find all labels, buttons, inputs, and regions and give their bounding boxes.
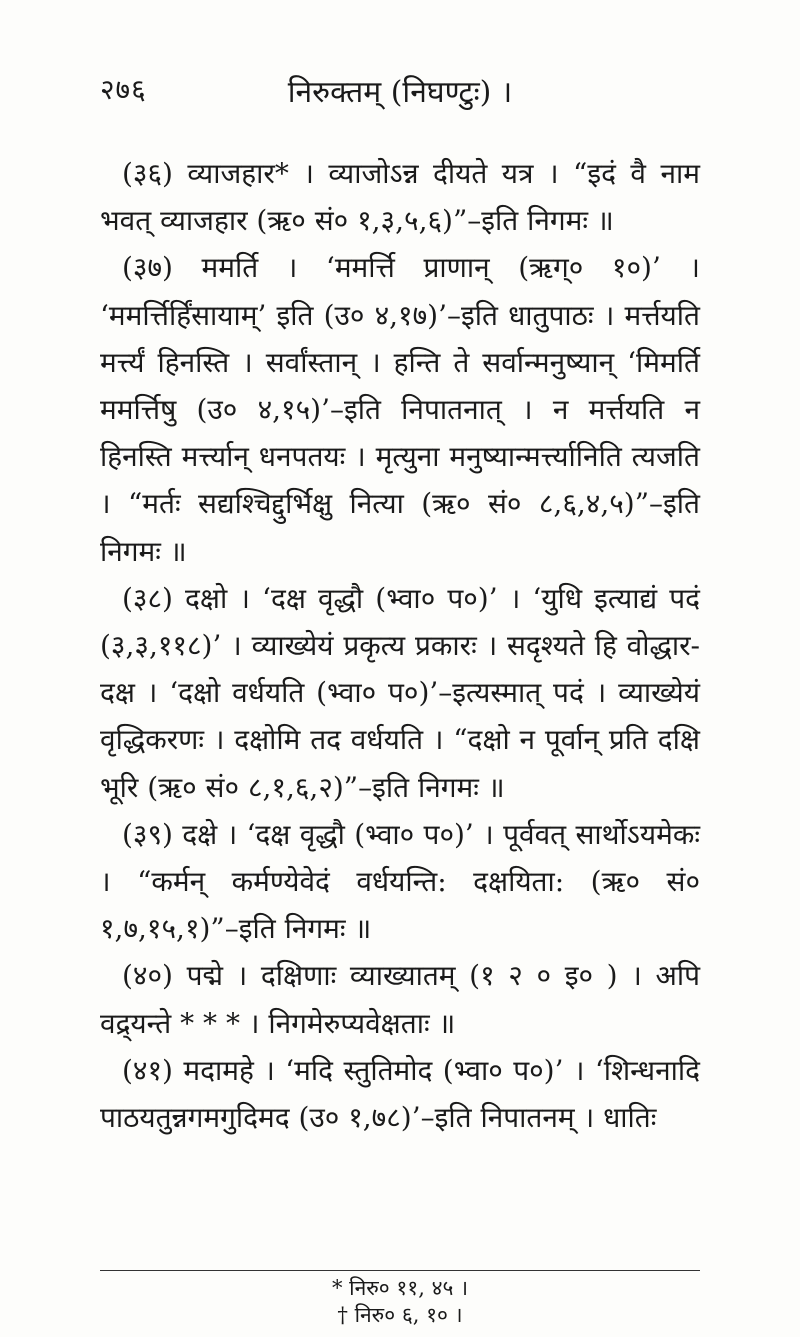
page-header [100, 70, 700, 110]
paragraph: (३७) ममर्ति । ‘ममर्त्ति प्राणान् (ऋग्० १०)’ । ‘ममर्त्तिर्हिंसायाम्’ इति (उ० ४,१७)’–इति धातुपाठः । मर्त्तयति मर्त्त्यं हिनस्ति । सर्वांस्तान् । हन्ति ते सर्वान्मनुष्यान् ‘मिमर्ति ममर्त्तिषु (उ० ४,१५)’–इति निपातनात् । न मर्त्तयति न हिनस्ति मर्त्त्यान् धनपतयः । मृत्युना मनुष्यान्मर्त्त्यानिति त्यजति । “मर्तः सद्यश्चिद्दुर्भिक्षु नित्या (ऋ० सं० ८,६,४,५)”–इति निगमः ॥ [100, 251, 700, 568]
footnotes [0, 1275, 800, 1329]
footnote: * निरु० ११, ४५ । [331, 1276, 469, 1300]
page-number: २७६ [100, 73, 147, 106]
footnote: † निरु० ६, १० । [337, 1303, 463, 1327]
paragraph: (४१) मदामहे । ‘मदि स्तुतिमोद (भ्वा० प०)’ । ‘शिन्धनादि पाठयतुन्नगमगुदिमद (उ० १,७८)’–इति निपातनम् । धातिः [100, 1053, 700, 1135]
paragraph: (४०) पद्मे । दक्षिणाः व्याख्यातम् (१ २ ० इ० ) । अपि वद्र्यन्ते * * * । निगमेरुप्यवेक्षताः ॥ [100, 959, 700, 1040]
paragraph: (३६) व्याजहार* । व्याजोऽन्न दीयते यत्र । “इदं वै नाम भवत् व्याजहार (ऋ० सं० १,३,५,६)”–इति निगमः ॥ [100, 157, 700, 238]
paragraph: (३९) दक्षे । ‘दक्ष वृद्धौ (भ्वा० प०)’ । पूर्ववत् सार्थोऽयमेकः । “कर्मन् कर्मण्येवेदं वर्धयन्ति: दक्षयिता: (ऋ० सं० १,७,१५,१)”–इति निगमः ॥ [100, 817, 700, 946]
paragraph: (३८) दक्षो । ‘दक्ष वृद्धौ (भ्वा० प०)’ । ‘युधि इत्याद्यं पदं (३,३,११८)’ । व्याख्येयं प्रकृत्य प्रकारः । सदृश्यते हि वोद्धार- दक्ष । ‘दक्षो वर्धयति (भ्वा० प०)’–इत्यस्मात् पदं । व्याख्येयं वृद्धिकरणः । दक्षोमि तद वर्धयति । “दक्षो न पूर्वान् प्रति दक्षि भूरि (ऋ० सं० ८,१,६,२)”–इति निगमः ॥ [100, 581, 700, 804]
body-text [100, 150, 700, 1141]
running-head: निरुक्तम् (निघण्टुः) । [287, 75, 513, 110]
footnote-divider [100, 1270, 700, 1271]
